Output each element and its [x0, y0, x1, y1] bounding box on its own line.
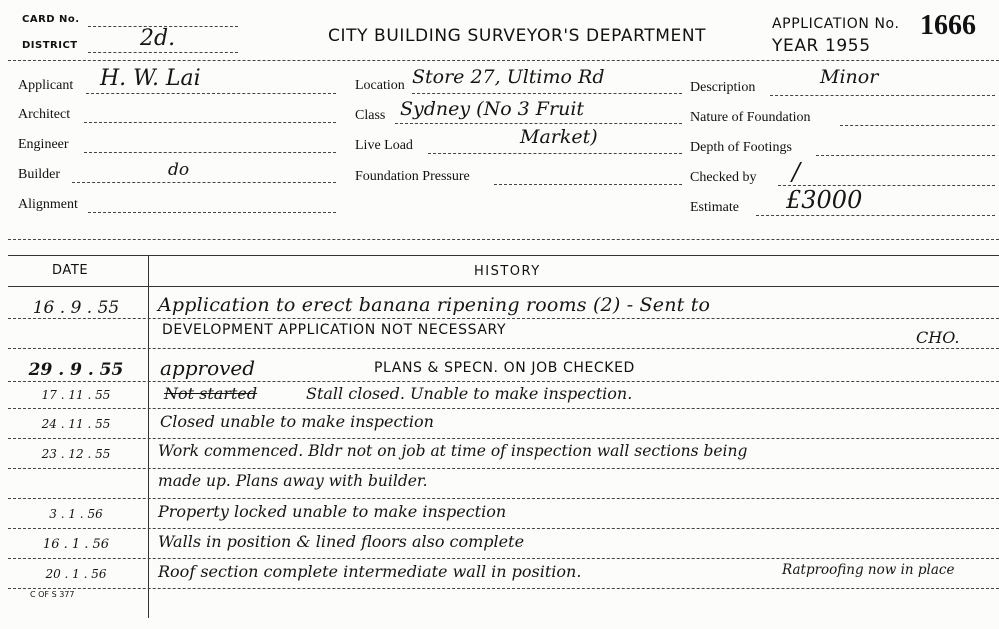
- history-entry: approved: [160, 356, 256, 380]
- live-load-line: [428, 153, 682, 154]
- history-entry-right: Ratproofing now in place: [782, 562, 955, 578]
- row-line: [8, 381, 999, 382]
- fields-divider: [8, 239, 999, 240]
- depth-of-footings-label: Depth of Footings: [690, 140, 792, 155]
- builder-value: do: [168, 160, 190, 180]
- nature-of-foundation-label: Nature of Foundation: [690, 110, 811, 125]
- history-entry: Closed unable to make inspection: [160, 412, 434, 431]
- architect-line: [84, 122, 336, 123]
- history-date: 29 . 9 . 55: [28, 360, 124, 380]
- row-line: [8, 498, 999, 499]
- date-header: DATE: [52, 263, 89, 278]
- live-load-value: Market): [520, 126, 598, 148]
- location-label: Location: [355, 78, 405, 93]
- alignment-line: [88, 212, 336, 213]
- applicant-line: [86, 93, 336, 94]
- history-entry: Roof section complete intermediate wall in position.: [158, 562, 582, 581]
- builder-label: Builder: [18, 167, 60, 182]
- header-divider: [8, 60, 999, 61]
- history-entry: Work commenced. Bldr not on job at time of inspection wall sections being: [158, 442, 748, 460]
- engineer-line: [84, 152, 336, 153]
- architect-label: Architect: [18, 107, 71, 122]
- applicant-label: Applicant: [18, 78, 74, 93]
- row-line: [8, 408, 999, 409]
- history-entry: Walls in position & lined floors also complete: [158, 532, 525, 551]
- description-label: Description: [690, 80, 756, 95]
- application-no-label: APPLICATION No.: [772, 16, 900, 32]
- class-value: Sydney (No 3 Fruit: [400, 98, 585, 120]
- estimate-label: Estimate: [690, 200, 739, 215]
- plans-checked-stamp: PLANS & SPECN. ON JOB CHECKED: [374, 360, 635, 376]
- live-load-label: Live Load: [355, 138, 413, 153]
- development-stamp: DEVELOPMENT APPLICATION NOT NECESSARY: [162, 322, 507, 338]
- checked-value: /: [792, 158, 801, 186]
- foundation-pressure-line: [494, 184, 682, 185]
- nature-line: [840, 125, 995, 126]
- form-code: C OF S 377: [30, 590, 75, 599]
- history-date: 3 . 1 . 56: [49, 507, 103, 521]
- history-entry: Property locked unable to make inspection: [158, 502, 507, 521]
- class-label: Class: [355, 108, 386, 123]
- history-struck-text: Not started: [164, 384, 258, 403]
- history-date: 20 . 1 . 56: [45, 567, 107, 581]
- estimate-line: [756, 215, 995, 216]
- history-date: 16 . 9 . 55: [32, 298, 120, 318]
- history-date: 24 . 11 . 55: [41, 417, 111, 431]
- row-line: [8, 468, 999, 469]
- estimate-value: £3000: [786, 186, 863, 214]
- cho-note: CHO.: [916, 328, 960, 347]
- history-entry: Stall closed. Unable to make inspection.: [306, 384, 633, 403]
- card-no-label: CARD No.: [22, 14, 80, 25]
- date-column-divider: [148, 256, 149, 618]
- row-line: [8, 558, 999, 559]
- alignment-label: Alignment: [18, 197, 78, 212]
- history-date: 17 . 11 . 55: [41, 388, 111, 402]
- description-value: Minor: [820, 66, 879, 88]
- history-header: HISTORY: [474, 264, 541, 279]
- history-date: 23 . 12 . 55: [41, 447, 111, 461]
- history-entry: made up. Plans away with builder.: [158, 472, 428, 490]
- application-no: 1666: [920, 10, 976, 41]
- row-line: [8, 438, 999, 439]
- district-line: [88, 52, 238, 53]
- depth-line: [816, 155, 995, 156]
- history-header-rule: [8, 286, 999, 287]
- district-label: DISTRICT: [22, 40, 78, 51]
- row-line: [8, 528, 999, 529]
- history-date: 16 . 1 . 56: [42, 537, 110, 552]
- class-line: [395, 123, 682, 124]
- engineer-label: Engineer: [18, 137, 69, 152]
- row-line: [8, 348, 999, 349]
- applicant-value: H. W. Lai: [100, 66, 201, 91]
- checked-by-label: Checked by: [690, 170, 757, 185]
- builder-line: [72, 182, 336, 183]
- row-line: [8, 318, 999, 319]
- district-value: 2d.: [140, 26, 176, 51]
- row-line: [8, 588, 999, 589]
- description-line: [770, 95, 995, 96]
- year-label: YEAR 1955: [772, 36, 871, 56]
- history-entry: Application to erect banana ripening rooms (2) - Sent to: [158, 294, 711, 316]
- location-value: Store 27, Ultimo Rd: [412, 66, 605, 88]
- location-line: [412, 93, 682, 94]
- foundation-pressure-label: Foundation Pressure: [355, 169, 470, 184]
- history-top-rule: [8, 255, 999, 256]
- department-title: CITY BUILDING SURVEYOR'S DEPARTMENT: [328, 26, 707, 46]
